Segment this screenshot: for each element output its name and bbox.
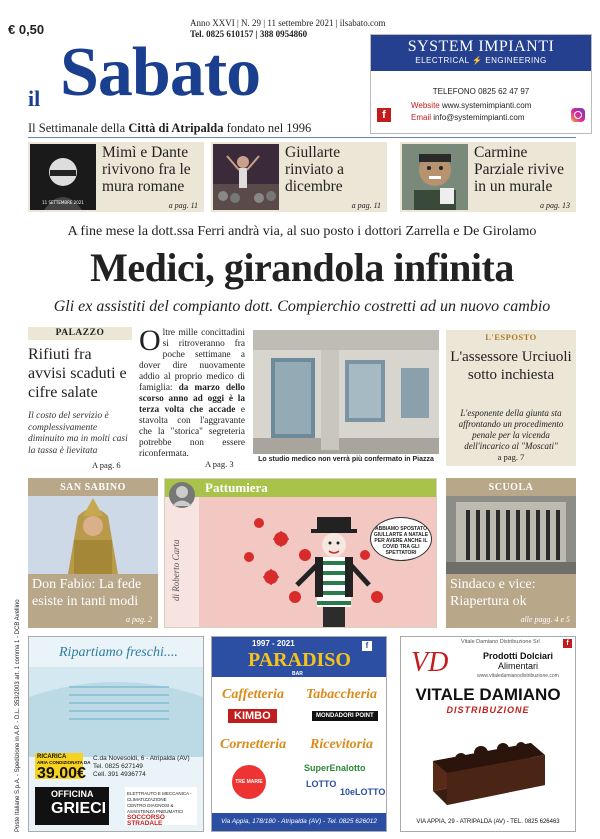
grieci-service-1: ELETTRAUTO E MECCANICA - CLIMATIZZAZIONE	[127, 791, 192, 802]
ad-paradiso-address: Via Appia, 178/180 - Atripalda (AV) - Tel. 0825 626012	[221, 818, 377, 825]
teaser-page: a pag. 11	[168, 201, 198, 210]
ad-paradiso-cornetteria: Cornetteria	[220, 737, 287, 752]
palazzo-page: A pag. 6	[92, 460, 121, 470]
lead-subhead: Gli ex assistiti del compianto dott. Compierchio costretti ad un nuovo cambio	[53, 298, 551, 315]
section-label-san-sabino: SAN SABINO	[60, 482, 126, 493]
issue-info	[190, 18, 386, 40]
teaser-title: Carmine Parziale rivive in un murale	[474, 144, 564, 195]
poste-text: Poste Italiane S.p.A. - Spedizione in A.P. - D.L. 353/2003 art. 1 comma 1 - DCB Avellino	[15, 599, 21, 832]
ad-vitale-name: VITALE DAMIANO	[415, 685, 561, 704]
grieci-tel: Tel. 0825 627149	[93, 763, 143, 770]
ricarica-label: RICARICA	[37, 754, 67, 760]
box-pattumiera[interactable]	[164, 478, 437, 628]
facebook-icon: f	[563, 639, 572, 648]
masthead-rule	[28, 137, 576, 138]
teaser-image-mimi	[30, 144, 96, 210]
pattumiera-side	[165, 497, 199, 627]
ad-vitale-company: Vitale Damiano Distribuzione Srl	[461, 639, 540, 645]
lead-photo-caption: Lo studio medico non verrà più confermato in Piazza	[258, 456, 434, 463]
issue-phone: Tel. 0825 610157 | 388 0954860	[190, 29, 308, 39]
lead-body-1: ltre mille concittadini si ritroveranno fra poche settimane a dover dire nuovamente addio al proprio medico di famiglia:	[139, 328, 245, 393]
mondadori-logo: MONDADORI POINT	[312, 711, 378, 721]
san-sabino-title: Don Fabio: La fede esiste in tanti modi	[32, 577, 142, 609]
san-sabino-page: a pag. 2	[126, 615, 152, 624]
lead-kicker: A fine mese la dott.ssa Ferri andrà via, al suo posto i dottori Zarrella e De Girolamo	[67, 224, 537, 239]
facebook-icon: f	[377, 108, 391, 122]
teaser-image-murale	[402, 144, 468, 210]
masthead-il: il	[28, 86, 41, 111]
tre-marie-logo: TRE MARIE	[232, 765, 266, 799]
ad-vitale-address: VIA APPIA, 29 - ATRIPALDA (AV) - TEL. 0825 626463	[416, 819, 560, 825]
ad-vitale-cake	[421, 721, 555, 809]
lotto-logo: LOTTO	[306, 779, 337, 789]
ad-system-mail	[411, 113, 525, 122]
tagline	[28, 121, 311, 136]
ad-vitale-dist: DISTRIBUZIONE	[446, 705, 530, 715]
kimbo-logo: KIMBO	[228, 709, 277, 723]
ad-grieci-slogan: Ripartiamo freschi....	[59, 645, 178, 660]
teaser-title: Giullarte rinviato a dicembre	[285, 144, 344, 195]
facebook-icon: f	[362, 641, 372, 651]
author-avatar	[167, 479, 197, 509]
superenalotto-logo: SuperEnalotto	[304, 763, 366, 773]
ad-paradiso-years: 1997 - 2021	[252, 639, 295, 648]
grieci-cell: Cell. 391 4936774	[93, 771, 146, 778]
speech-bubble: ABBIAMO SPOSTATO GIULLARTE A NATALE PER AVERE ANCHE IL COVID TRA GLI SPETTATORI	[370, 517, 432, 561]
lead-photo-studio	[253, 330, 439, 454]
mail-label: Email	[411, 113, 432, 122]
palazzo-body: Il costo del servizio è complessivamente diminuito ma in molti casi la tassa è lievitata	[28, 411, 128, 456]
vitale-products-2: Alimentari	[497, 661, 538, 671]
instagram-icon	[571, 108, 585, 122]
pattumiera-band	[165, 479, 436, 497]
esposto-body: L'esponente della giunta sta affrontando un procedimento penale per la vicenda dell'incarico al "Moscati"	[458, 408, 564, 451]
scuola-page: alle pagg. 4 e 5	[520, 615, 570, 624]
pattumiera-title: Pattumiera	[205, 480, 268, 495]
ad-paradiso-sub: BAR	[292, 671, 303, 677]
teaser-image-caption: 11 SETTEMBRE 2021	[42, 200, 84, 205]
tagline-post: fondato nel 1996	[223, 121, 312, 135]
teaser-title: Mimì e Dante rivivono fra le mura romane	[102, 144, 191, 195]
section-label-scuola: SCUOLA	[488, 482, 534, 493]
lead-body-bold: da marzo dello scorso anno ad oggi è la terza volta che accade	[139, 383, 246, 415]
section-label-palazzo: PALAZZO	[28, 327, 132, 340]
grieci-addr: C.da Novesoldi, 6 - Atripalda (AV)	[93, 755, 190, 762]
teaser-murale[interactable]	[400, 142, 576, 212]
lead-dropcap: O	[139, 324, 161, 357]
box-san-sabino[interactable]	[28, 478, 158, 628]
poste-notice	[6, 599, 21, 832]
ad-grieci-brand1: OFFICINA	[51, 789, 94, 799]
esposto-title: L'assessore Urciuoli sotto inchiesta	[450, 349, 572, 383]
ad-vitale-products	[465, 651, 571, 671]
ad-system-band	[371, 35, 591, 71]
ad-system-impianti[interactable]	[370, 34, 592, 134]
web-url: www.systemimpianti.com	[442, 101, 532, 110]
pattumiera-author: di Roberto Carta	[171, 539, 181, 601]
ad-vitale-damiano[interactable]	[400, 636, 576, 832]
scuola-title: Sindaco e vice: Riapertura ok	[450, 577, 536, 609]
ad-grieci-ricarica	[37, 754, 91, 765]
web-label: Website	[411, 101, 440, 110]
san-sabino-photo	[28, 496, 158, 574]
teaser-image-giullarte	[213, 144, 279, 210]
ad-system-sub-right: ENGINEERING	[485, 56, 547, 65]
teaser-page: a pag. 13	[540, 201, 570, 210]
ad-vitale-site: www.vitaledamianodistribuzione.com	[477, 673, 559, 679]
ad-grieci-price: 39.00€	[37, 765, 86, 782]
ad-system-sub	[371, 56, 591, 65]
box-esposto[interactable]	[446, 330, 576, 466]
lightning-icon: ⚡	[472, 56, 483, 65]
mail-address: info@systemimpianti.com	[433, 113, 525, 122]
price: € 0,50	[8, 22, 45, 37]
teaser-giullarte[interactable]	[211, 142, 387, 212]
lead-headline[interactable]: Medici, girandola infinita	[90, 245, 514, 290]
ad-paradiso-tabaccheria: Tabaccheria	[306, 687, 378, 702]
vitale-products-1: Prodotti Dolciari	[482, 651, 553, 661]
teaser-mimi-dante[interactable]	[28, 142, 204, 212]
ad-system-name: SYSTEM IMPIANTI	[407, 38, 555, 55]
ad-system-sub-left: ELECTRICAL	[415, 56, 470, 65]
ad-paradiso-name: PARADISO	[248, 649, 351, 671]
10elotto-logo: 10eLOTTO	[340, 787, 386, 797]
ad-paradiso-ricevitoria: Ricevitoria	[310, 737, 373, 752]
ad-system-web	[411, 101, 531, 110]
ad-vitale-logo: VD	[411, 647, 449, 678]
lead-page: A pag. 3	[205, 459, 234, 469]
ad-grieci-address	[93, 755, 190, 779]
box-scuola[interactable]	[446, 478, 576, 628]
issue-line: Anno XXVI | N. 29 | 11 settembre 2021 | ilsabato.com	[190, 18, 386, 28]
ad-officina-grieci[interactable]	[28, 636, 204, 832]
tagline-pre: Il Settimanale della	[28, 121, 129, 135]
masthead-title: Sabato	[60, 34, 261, 111]
grieci-service-2: CENTRO DIAGNOSI & ASSISTENZA PNEUMATICI	[127, 803, 184, 814]
scuola-photo	[446, 496, 576, 574]
lead-body-2: e stavolta con l'aggravante che la "storica" segreteria potrebbe non essere riconfermata.	[139, 405, 245, 459]
ad-grieci-services	[127, 791, 197, 827]
section-label-esposto: L'ESPOSTO	[485, 332, 537, 342]
ad-system-tel: TELEFONO 0825 62 47 97	[432, 87, 530, 96]
teaser-page: a pag. 11	[351, 201, 381, 210]
palazzo-title[interactable]: Rifiuti fra avvisi scaduti e cifre salate	[28, 346, 127, 401]
tagline-bold: Città di Atripalda	[128, 121, 224, 135]
ad-bar-paradiso[interactable]	[211, 636, 387, 832]
lead-body	[139, 324, 246, 460]
ad-grieci-brand2: GRIECI	[51, 800, 107, 817]
esposto-page: a pag. 7	[497, 452, 525, 462]
ricarica-sub: ARIA CONDIZIONATA DA	[37, 760, 91, 765]
ad-paradiso-caffetteria: Caffetteria	[222, 687, 284, 702]
grieci-service-3: SOCCORSO STRADALE	[127, 814, 165, 827]
